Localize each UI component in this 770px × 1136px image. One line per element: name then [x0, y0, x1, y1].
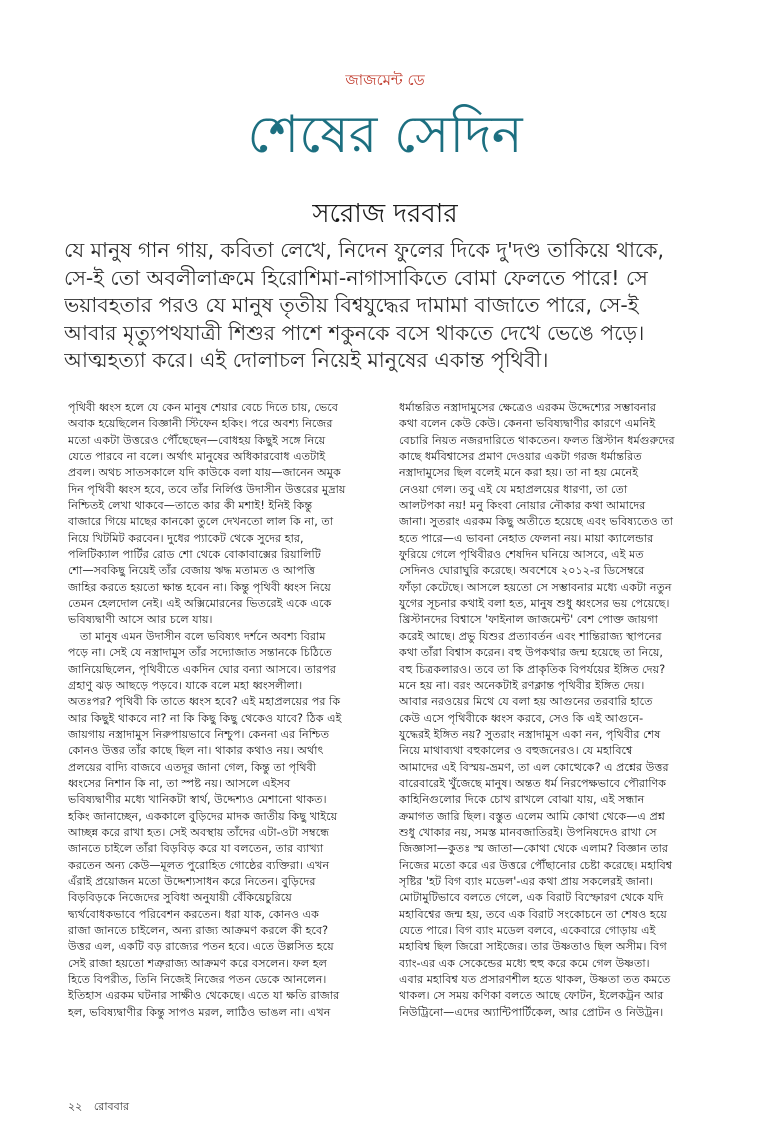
body-text-line: ফাঁড়া কেটেছে। আসলে হয়তো সে সম্ভাবনার মধ্যে একটা নতুন	[399, 580, 672, 594]
lede-line: আত্মহত্যা করে। এই দোলাচল নিয়েই মানুষের একান্ত পৃথিবী।	[64, 348, 549, 373]
body-text-line: মহাবিশ্ব ছিল জিরো সাইজের। তার উষ্ণতাও ছিল অসীম। বিগ	[399, 940, 667, 954]
body-column-left	[68, 400, 390, 1021]
body-text-line: খ্রিস্টানদের বিশ্বাসে 'ফাইনাল জাজমেন্ট' বেশ পোক্ত জায়গা	[399, 613, 658, 627]
body-text-line: ফুরিয়ে গেলে পৃথিবীরও শেষদিন ঘনিয়ে আসবে, এই মত	[399, 548, 644, 562]
body-text-line: পড়ে না। সেই যে নস্ত্রাদামুস তাঁর সদ্যোজাত সন্তানকে চিঠিতে	[68, 646, 332, 660]
body-text-line: করেই আছে। প্রভু যিশুর প্রত্যাবর্তন এবং শান্তিরাজ্য স্থাপনের	[399, 629, 662, 643]
body-text-line: মনে হয় না। বরং অনেকটাই রণক্লান্ত পৃথিবীর ইঙ্গিত দেয়।	[399, 678, 645, 692]
body-text-line: ক্রমাগত জারি ছিল। বস্তুত এলেম আমি কোথা থেকে—এ প্রশ্ন	[399, 809, 665, 823]
body-text-line: দ্ব্যর্থবোধকভাবে পরিবেশন করতেন। ধরা যাক, কোনও এক	[68, 907, 319, 921]
body-text-line: পলিটিক্যাল পার্টির রোড শো থেকে বোকাবাক্সের রিয়ালিটি	[68, 548, 321, 562]
body-text-line: নিয়ে খিটমিট করবেন। দুধের প্যাকেট থেকে সুদের হার,	[68, 531, 304, 545]
body-text-line: শো—সবকিছু নিয়েই তাঁর বেজায় ঋদ্ধ মতামত ও আপত্তি	[68, 564, 316, 578]
body-text-line: যেতে পারবে না বলে। অর্থাৎ মানুষের অধিকারবোধ এতটাই	[68, 450, 326, 464]
body-text-line: নিয়ে মাথাব্যথা বহুকালের ও বহুজনেরও। যে মহাবিশ্বে	[399, 744, 633, 758]
body-text-line: হতে পারে—এ ভাবনা নেহাত ফেলনা নয়। মায়া ক্যালেন্ডার	[399, 531, 654, 545]
body-text-line: কোনও উত্তর তাঁর কাছে ছিল না। থাকার কথাও নয়। অর্থাৎ	[68, 744, 324, 758]
body-text-line: কথা তাঁরা বিশ্বাস করেন। বহু উপকথার জন্ম হয়েছে তা নিয়ে,	[399, 646, 663, 660]
page-number: ২২	[68, 1100, 83, 1113]
section-kicker: জাজমেন্ট ডে	[345, 71, 425, 89]
article-lede	[64, 237, 712, 375]
body-text-line: বারেবারেই খুঁজেছে মানুষ। অন্তত ধর্ম নিরপেক্ষভাবে পৌরাণিক	[399, 776, 667, 790]
body-text-line: এঁরাই প্রয়োজন মতো উদ্দেশ্যসাধন করে নিতেন। বুড়িদের	[68, 874, 316, 888]
body-text-line: জাহির করতে হয়তো ক্ষান্ত হবেন না। কিন্তু পৃথিবী ধ্বংস নিয়ে	[68, 580, 331, 594]
body-text-line: আলটপকা নয়! মনু কিংবা নোয়ার নৌকার কথা আমাদের	[399, 499, 646, 513]
body-text-line: সেই রাজা হয়তো শত্রুরাজ্য আক্রমণ করে বসলেন। ফল হল	[68, 956, 327, 970]
body-text-line: ভবিষ্যদ্বাণী আসে আর চলে যায়।	[68, 613, 213, 627]
body-text-line: হিতে বিপরীত, তিনি নিজেই নিজের পতন ডেকে আনলেন।	[68, 973, 327, 987]
body-column-right	[399, 400, 721, 1021]
body-text-line: জিজ্ঞাসা—কুতঃ স্ম জাতা—কোথা থেকে এলাম? বিজ্ঞান তার	[399, 842, 669, 856]
body-text-line: অবাক হয়েছিলেন বিজ্ঞানী স্টিফেন হকিং। পরে অবশ্য নিজের	[68, 417, 333, 431]
magazine-name: রোববার	[93, 1100, 130, 1113]
body-text-line: উত্তর এল, একটি বড় রাজ্যের পতন হবে। এতে উল্লসিত হয়ে	[68, 940, 334, 954]
body-text-line: নস্ত্রাদামুসের ছিল বলেই মনে করা হয়। তা না হয় মেনেই	[399, 466, 639, 480]
body-text-line: পৃথিবী ধ্বংস হলে যে কেন মানুষ শেয়ার বেচে দিতে চায়, ভেবে	[68, 401, 339, 414]
body-text-line: জানিয়েছিলেন, পৃথিবীতে একদিন ঘোর বন্যা আসবে। তারপর	[68, 662, 336, 676]
body-text-line: জানতে চাইলে তাঁরা বিড়বিড় করে যা বলতেন, তার ব্যাখ্যা	[68, 842, 324, 856]
body-text-line: বিড়বিড়কে নিজেদের সুবিধা অনুযায়ী বেঁকিয়েচুরিয়ে	[68, 891, 292, 905]
body-text-line: যেতে পারে। বিগ ব্যাং মডেল বলবে, একেবারে গোড়ায় এই	[399, 924, 656, 937]
body-text-line: মতো একটা উত্তরেও পৌঁছেছেন—বোধহয় কিছুই সঙ্গে নিয়ে	[68, 433, 326, 447]
body-text-line: আর কিছুই থাকবে না? না কি কিছু কিছু থেকেও যাবে? ঠিক এই	[68, 711, 342, 725]
lede-line: আবার মৃত্যুপথযাত্রী শিশুর পাশে শকুনকে বসে থাকতে দেখে ভেঙে পড়ে।	[64, 320, 645, 345]
body-text-line: ইতিহাস এরকম ঘটনার সাক্ষীও থেকেছে। এতে যা ক্ষতি রাজার	[68, 989, 340, 1003]
body-text-line: এবার মহাবিশ্ব যত প্রসারণশীল হতে থাকল, উষ্ণতা তত কমতে	[399, 973, 671, 987]
lede-line: যে মানুষ গান গায়, কবিতা লেখে, নিদেন ফুলের দিকে দু'দণ্ড তাকিয়ে থাকে,	[64, 238, 665, 262]
body-text-line: অতঃপর? পৃথিবী কি তাতে ধ্বংস হবে? এই মহাপ্রলয়ের পর কি	[68, 695, 341, 709]
body-text-line: জায়গায় নস্ত্রাদামুস নিরুপায়ভাবে নিশ্চুপ। কেননা এর নিশ্চিত	[68, 727, 330, 741]
body-text-line: মহাবিশ্বের জন্ম হয়, তবে এক বিরাট সংকোচনে তা শেষও হয়ে	[399, 907, 667, 921]
body-text-line: দিন পৃথিবী ধ্বংস হবে, তবে তাঁর নির্লিপ্ত উদাসীন উত্তরের মুদ্রায়	[68, 482, 346, 496]
body-text-line: সৃষ্টির 'হট বিগ ব্যাং মডেল'-এর কথা প্রায় সকলেরই জানা।	[399, 874, 653, 888]
article-author: সরোজ দরবার	[312, 199, 458, 229]
body-text-line: মোটামুটিভাবে বলতে গেলে, এক বিরাট বিস্ফোরণ থেকে যদি	[399, 891, 664, 905]
body-text-line: গ্রহাণু ঝড় আছড়ে পড়বে। যাকে বলে মহা ধ্বংসলীলা।	[68, 678, 303, 692]
body-text-line: কাছে ধর্মবিশ্বাসের প্রমাণ দেওয়ার একটা গরজ ধর্মান্তরিত	[399, 450, 642, 464]
body-text-line: করতেন অন্য কেউ—মূলত পুরোহিত গোষ্ঠের ব্যক্তিরা। এখন	[68, 858, 330, 872]
body-text-line: তা মানুষ এমন উদাসীন বলে ভবিষ্যৎ দর্শনে অবশ্য বিরাম	[80, 629, 326, 643]
body-text-line: নিজের মতো করে এর উত্তরে পৌঁছানোর চেষ্টা করেছে। মহাবিশ্ব	[399, 858, 673, 872]
body-text-line: কথা বলেন কেউ কেউ। কেননা ভবিষ্যদ্বাণীর কারণে এমনিই	[399, 417, 656, 431]
body-text-line: ধর্মান্তরিত নস্ত্রাদামুসের ক্ষেত্রেও এরকম উদ্দেশ্যের সম্ভাবনার	[399, 401, 656, 414]
body-text-line: বহু চিত্রকলারও। তবে তা কি প্রাকৃতিক বিপর্যয়ের ইঙ্গিত দেয়?	[399, 662, 666, 676]
body-text-line: নেওয়া গেল। তবু এই যে মহাপ্রলয়ের ধারণা, তা তো	[399, 482, 628, 496]
body-text-line: বেচারি নিয়ত নজরদারিতে থাকতেন। ফলত খ্রিস্টান ধর্মগুরুদের	[399, 433, 675, 447]
body-text-line: আবার নরওয়ের মিথে যে বলা হয় আগুনের তরবারি হাতে	[399, 695, 653, 709]
article-title: শেষের সেদিন	[247, 105, 523, 165]
body-text-line: যুগের সূচনার কথাই বলা হত, মানুষ শুধু ধ্বংসের ভয় পেয়েছে।	[399, 597, 670, 611]
body-text-line: নিশ্চিতই লেখা থাকবে—তাতে কার কী মশাই! ইনিই কিন্তু	[68, 499, 313, 513]
body-text-line: প্রলয়ের বাদ্যি বাজবে এতদূর জানা গেল, কিন্তু তা পৃথিবী	[68, 760, 317, 774]
body-text-line: কাহিনিগুলোর দিকে চোখ রাখলে বোঝা যায়, এই সন্ধান	[399, 793, 645, 807]
body-text-line: আমাদের এই বিস্ময়-ভ্রমণ, তা এল কোত্থেকে? এ প্রশ্নের উত্তর	[399, 760, 669, 774]
body-text-line: ভবিষ্যদ্বাণীর মধ্যে খানিকটা স্বার্থ, উদ্দেশ্যও মেশানো থাকত।	[68, 793, 327, 807]
body-text-line: রাজা জানতে চাইলেন, অন্য রাজ্য আক্রমণ করলে কী হবে?	[68, 924, 329, 937]
body-text-line: তেমন হেলদোল নেই। এই অক্সিমোরনের ভিতরেই একে একে	[68, 597, 332, 611]
body-text-line: থাকল। সে সময় কণিকা বলতে আছে ফোটন, ইলেকট্রন আর	[399, 989, 664, 1003]
body-text-line: যুদ্ধেরই ইঙ্গিত নয়? সুতরাং নস্ত্রাদামুস একা নন, পৃথিবীর শেষ	[399, 727, 661, 741]
body-text-line: প্রবল। অথচ সাতসকালে যদি কাউকে বলা যায়—জানেন অমুক	[68, 466, 341, 480]
body-text-line: শুধু খোকার নয়, সমস্ত মানবজাতিরই। উপনিষদেও রাখা সে	[399, 825, 657, 839]
lede-line: ভয়াবহতার পরও যে মানুষ তৃতীয় বিশ্বযুদ্ধের দামামা বাজাতে পারে, সে-ই	[64, 293, 639, 318]
body-text-line: সেদিনও ঘোরাঘুরি করেছে। অবশেষে ২০১২-র ডিসেম্বরে	[399, 564, 645, 578]
body-text-line: হকিং জানাচ্ছেন, এককালে বুড়িদের মাদক জাতীয় কিছু খাইয়ে	[68, 809, 338, 823]
body-text-line: কেউ এসে পৃথিবীকে ধ্বংস করবে, সেও কি এই আগুনে-	[399, 711, 644, 725]
body-text-line: আচ্ছন্ন করে রাখা হত। সেই অবস্থায় তাঁদের এটা-ওটা সম্বন্ধে	[68, 825, 330, 839]
body-text-line: বাজারে গিয়ে মাছের কানকো তুলে দেখনতো লাল কি না, তা	[68, 515, 334, 529]
body-text-line: ব্যাং-এর এক সেকেন্ডের মধ্যে হুহু করে কমে গেল উষ্ণতা।	[399, 956, 650, 970]
body-text-line: ধ্বংসের নিশান কি না, তা স্পষ্ট নয়। আসলে এইসব	[68, 776, 291, 790]
page-footer	[68, 1098, 137, 1117]
lede-line: সে-ই তো অবলীলাক্রমে হিরোশিমা-নাগাসাকিতে বোমা ফেলতে পারে! সে	[64, 265, 648, 290]
body-text-line: নিউট্রিনো—এদের অ্যান্টিপার্টিকেল, আর প্রোটন ও নিউট্রন।	[399, 1005, 664, 1019]
body-text-line: জানা। সুতরাং এরকম কিছু অতীতে হয়েছে এবং ভবিষ্যতেও তা	[399, 515, 674, 529]
body-text-line: হল, ভবিষ্যদ্বাণীর কিন্তু সাপও মরল, লাঠিও ভাঙল না। এখন	[68, 1005, 331, 1019]
